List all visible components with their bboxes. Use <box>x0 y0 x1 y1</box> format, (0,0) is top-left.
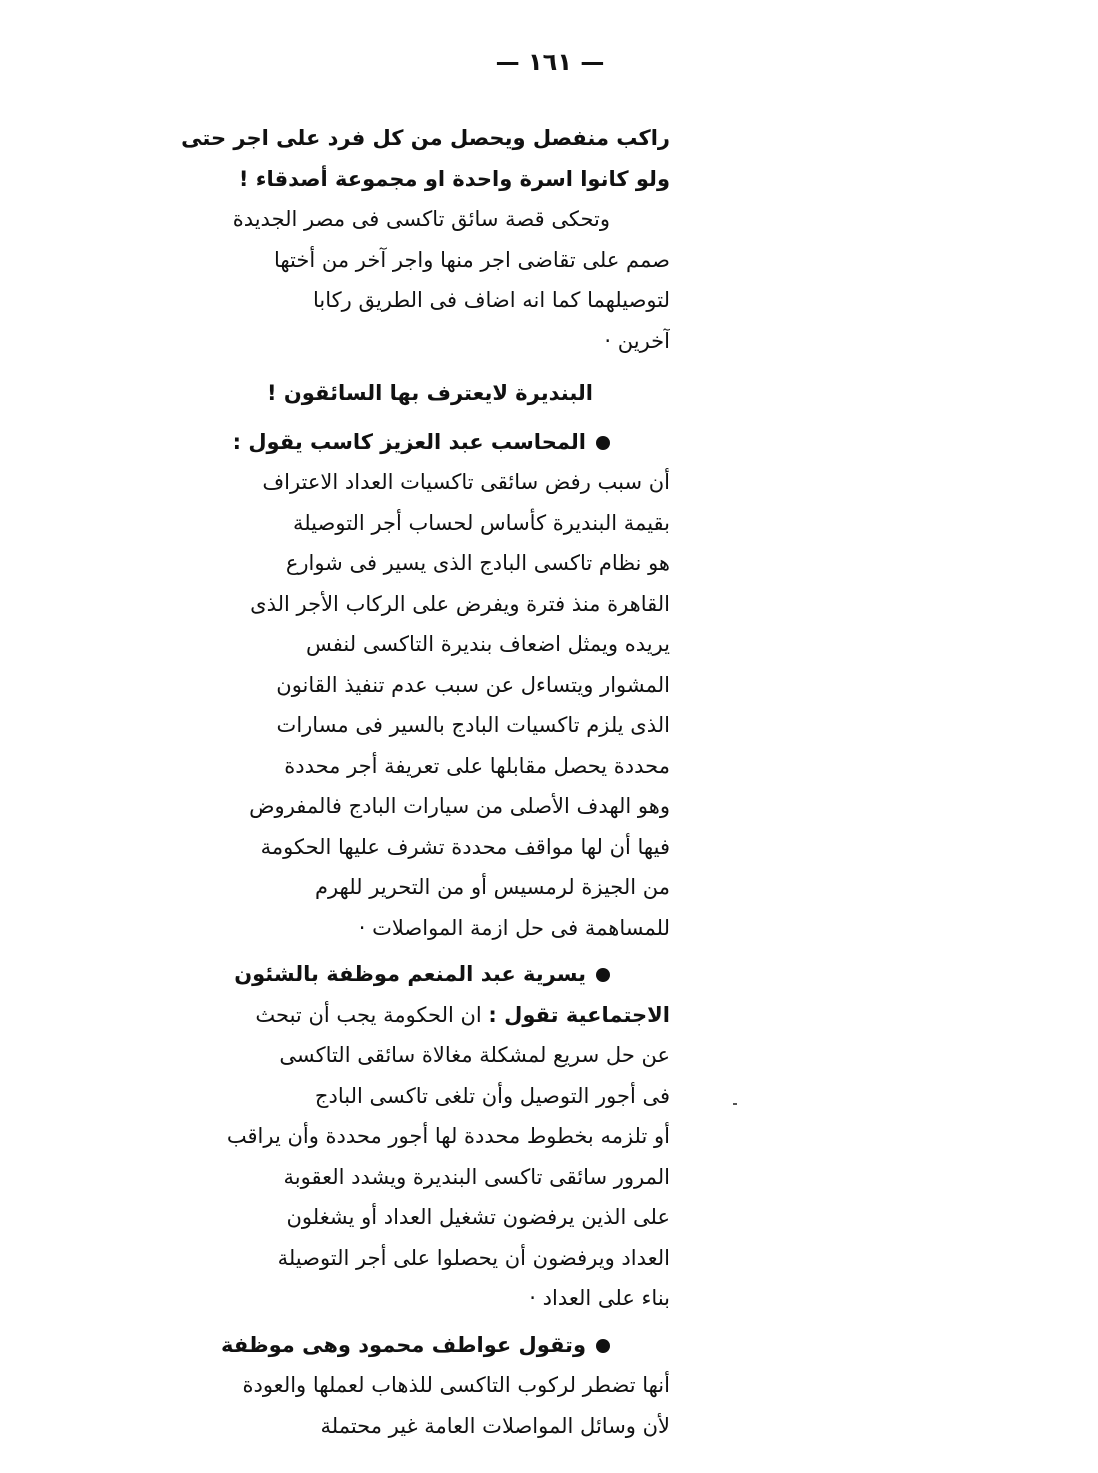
section1-line: أن سبب رفض سائقى تاكسيات العداد الاعتراف <box>262 470 670 494</box>
section1-line: المشوار ويتساءل عن سبب عدم تنفيذ القانون <box>276 672 670 697</box>
page-number: — ١٦١ — <box>495 48 605 76</box>
section1-paragraph <box>150 422 670 949</box>
section-heading: البنديرة لايعترف بها السائقون ! <box>267 381 593 405</box>
section1-line: القاهرة منذ فترة ويفرض على الركاب الأجر الذى <box>250 591 670 616</box>
section1-line: محددة يحصل مقابلها على تعريفة أجر محددة <box>284 753 670 778</box>
section1-line: وهو الهدف الأصلى من سيارات البادج فالمفروض <box>249 794 670 818</box>
section3-paragraph <box>150 1325 670 1447</box>
story-line: آخرين · <box>604 328 670 353</box>
section2-first-bold: الاجتماعية تقول : <box>488 1002 670 1027</box>
section1-line: هو نظام تاكسى البادج الذى يسير فى شوارع <box>285 551 670 575</box>
section1-line: الذى يلزم تاكسيات البادج بالسير فى مسارات <box>276 713 670 737</box>
section1-line: بقيمة البنديرة كأساس لحساب أجر التوصيلة <box>292 510 670 535</box>
section2-line: بناء على العداد · <box>529 1286 670 1310</box>
section3-line: لأن وسائل المواصلات العامة غير محتملة <box>320 1413 670 1438</box>
section3-lead-line <box>150 1325 670 1366</box>
section2-lead-line <box>150 954 670 995</box>
section2-lead: يسرية عبد المنعم موظفة بالشئون <box>234 962 586 986</box>
intro-paragraph <box>150 118 670 199</box>
section1-lead-line <box>150 422 670 463</box>
article-column <box>150 118 670 1446</box>
section3-lead: وتقول عواطف محمود وهى موظفة <box>221 1332 586 1357</box>
section2-line: المرور سائقى تاكسى البنديرة ويشدد العقوبة <box>283 1164 670 1189</box>
bullet-icon <box>596 436 610 450</box>
scan-speck <box>733 1103 737 1105</box>
section2-first-line <box>150 995 670 1036</box>
section2-line: فى أجور التوصيل وأن تلغى تاكسى البادج <box>314 1083 670 1108</box>
story-paragraph <box>150 199 670 361</box>
section1-lead: المحاسب عبد العزيز كاسب يقول : <box>232 429 586 454</box>
bullet-icon <box>596 1339 610 1353</box>
story-line: لتوصيلهما كما انه اضاف فى الطريق ركابا <box>312 288 670 312</box>
story-line: وتحكى قصة سائق تاكسى فى مصر الجديدة <box>232 207 610 231</box>
section2-line: أو تلزمه بخطوط محددة لها أجور محددة وأن يراقب <box>226 1124 670 1148</box>
section1-line: فيها أن لها مواقف محددة تشرف عليها الحكومة <box>260 834 670 859</box>
section2-line: على الذين يرفضون تشغيل العداد أو يشغلون <box>286 1205 670 1229</box>
section1-line: من الجيزة لرمسيس أو من التحرير للهرم <box>314 875 670 899</box>
section2-line: العداد ويرفضون أن يحصلوا على أجر التوصيلة <box>277 1245 670 1270</box>
intro-line: ولو كانوا اسرة واحدة او مجموعة أصدقاء ! <box>238 166 670 191</box>
section2-paragraph <box>150 954 670 1319</box>
intro-line: راكب منفصل ويحصل من كل فرد على اجر حتى <box>181 126 670 150</box>
section1-line: للمساهمة فى حل ازمة المواصلات · <box>358 915 670 940</box>
section2-first-rest: ان الحكومة يجب أن تبحث <box>255 1002 489 1027</box>
bullet-icon <box>596 968 610 982</box>
section3-line: أنها تضطر لركوب التاكسى للذهاب لعملها والعودة <box>242 1373 670 1397</box>
section1-line: يريده ويمثل اضعاف بنديرة التاكسى لنفس <box>306 632 670 656</box>
story-line: صمم على تقاضى اجر منها واجر آخر من أختها <box>273 247 670 272</box>
section2-line: عن حل سريع لمشكلة مغالاة سائقى التاكسى <box>279 1043 670 1067</box>
